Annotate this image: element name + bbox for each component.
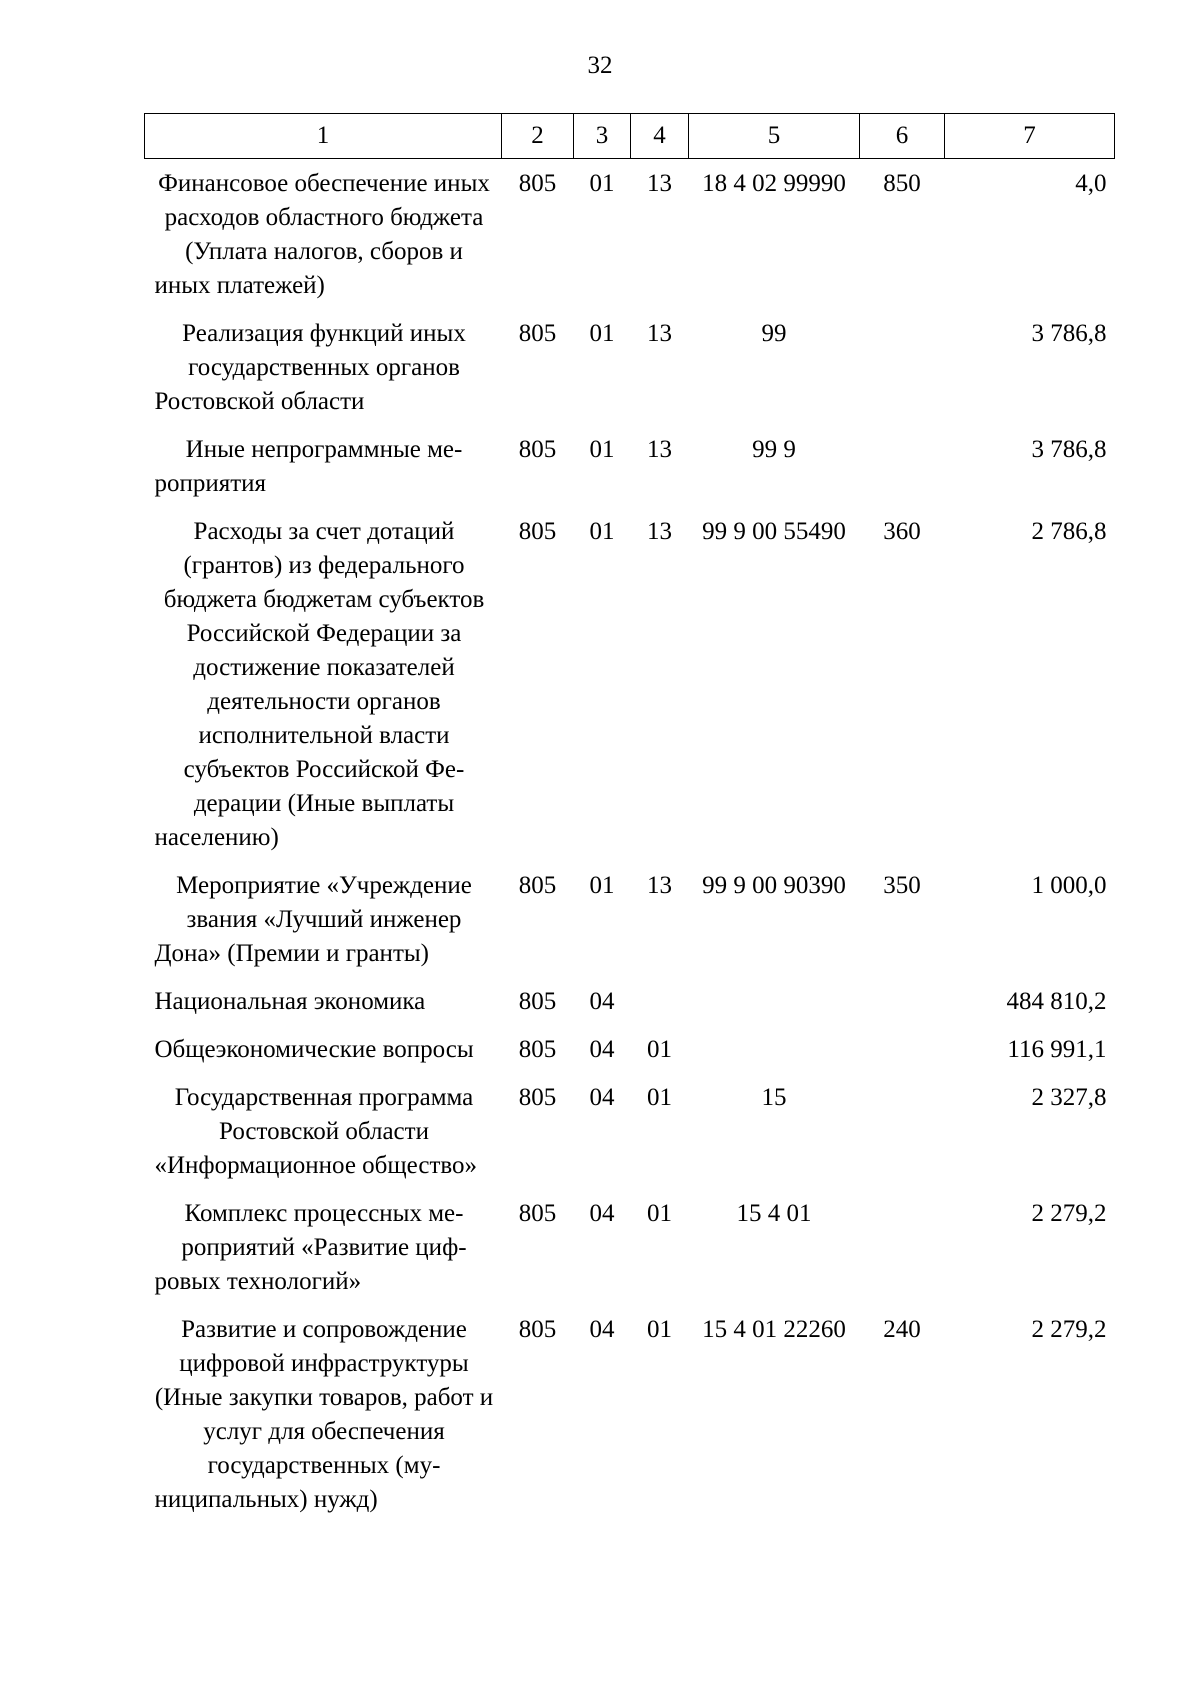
row-amount: 2 786,8 (1031, 518, 1107, 545)
table-row (145, 419, 1115, 501)
row-section-code: 01 (589, 320, 615, 347)
row-subsection-code: 01 (647, 1084, 672, 1111)
row-target-article: 99 9 (752, 436, 796, 463)
row-name: Финансовое обеспечение иных расходов областного бюджета (Уплата налогов, сборов и иных платежей) (154, 170, 490, 299)
table-row (145, 303, 1115, 419)
header-col-3: 3 (574, 114, 631, 159)
row-target-article: 99 (761, 320, 787, 347)
row-subsection-code: 01 (647, 1036, 672, 1063)
row-expense-type (860, 1019, 945, 1067)
row-amount: 3 786,8 (1031, 436, 1107, 463)
row-expense-type (860, 303, 945, 419)
row-expense-type (860, 419, 945, 501)
row-expense-type (860, 1183, 945, 1299)
header-col-7: 7 (945, 114, 1115, 159)
budget-table (144, 113, 1115, 1517)
table-row (145, 1019, 1115, 1067)
row-name: Государственная программа Ростовской области «Информационное общество» (154, 1084, 478, 1179)
row-expense-type: 850 (883, 170, 921, 197)
row-ministry-code: 805 (518, 436, 557, 463)
row-expense-type (860, 1067, 945, 1183)
row-name: Комплекс процессных мероприятий «Развитие цифровых технологий» (154, 1200, 467, 1295)
row-target-article: 99 9 00 90390 (702, 872, 846, 899)
row-subsection-code: 01 (647, 1316, 672, 1343)
header-col-2: 2 (502, 114, 574, 159)
row-section-code: 04 (589, 1036, 615, 1063)
row-amount: 2 279,2 (1031, 1316, 1107, 1343)
row-subsection-code: 13 (647, 436, 672, 463)
table-row (145, 501, 1115, 855)
row-section-code: 04 (589, 1084, 615, 1111)
row-ministry-code: 805 (518, 170, 557, 197)
row-ministry-code: 805 (518, 518, 557, 545)
row-section-code: 04 (589, 1200, 615, 1227)
row-name: Расходы за счет дотаций (грантов) из федерального бюджета бюджетам субъектов Российской Федерации за достижение показателей деятельности органов исполнительной власти субъектов Российской Федерации (Иные выплаты населению) (154, 518, 485, 851)
row-subsection-code: 13 (647, 518, 672, 545)
row-name: Общеэкономические вопросы (154, 1036, 474, 1063)
row-target-article: 15 (761, 1084, 787, 1111)
table-row (145, 855, 1115, 971)
row-section-code: 04 (589, 1316, 615, 1343)
row-expense-type (860, 971, 945, 1019)
row-ministry-code: 805 (518, 1084, 557, 1111)
page-number: 32 (587, 52, 613, 79)
row-amount: 3 786,8 (1031, 320, 1107, 347)
row-subsection-code: 13 (647, 170, 672, 197)
row-expense-type: 360 (883, 518, 921, 545)
header-col-5: 5 (689, 114, 860, 159)
row-target-article (689, 971, 860, 1019)
row-ministry-code: 805 (518, 1200, 557, 1227)
table-row (145, 159, 1115, 304)
table-row (145, 1067, 1115, 1183)
header-row (145, 114, 1115, 159)
row-subsection-code: 13 (647, 320, 672, 347)
row-subsection-code: 13 (647, 872, 672, 899)
row-ministry-code: 805 (518, 1316, 557, 1343)
row-section-code: 01 (589, 518, 615, 545)
row-amount: 1 000,0 (1031, 872, 1107, 899)
row-amount: 4,0 (1075, 170, 1107, 197)
row-name: Иные непрограммные мероприятия (154, 436, 463, 497)
table-body (145, 159, 1115, 1518)
row-target-article: 99 9 00 55490 (702, 518, 846, 545)
row-subsection-code: 01 (647, 1200, 672, 1227)
row-amount: 484 810,2 (1006, 988, 1107, 1015)
row-section-code: 04 (589, 988, 615, 1015)
row-ministry-code: 805 (518, 988, 557, 1015)
row-target-article: 18 4 02 99990 (702, 170, 846, 197)
row-ministry-code: 805 (518, 1036, 557, 1063)
row-amount: 2 279,2 (1031, 1200, 1107, 1227)
row-ministry-code: 805 (518, 872, 557, 899)
row-name: Развитие и сопровождение цифровой инфраструктуры (Иные закупки товаров, работ и услуг для обеспечения государственных (муниципальных) нужд) (154, 1316, 494, 1513)
row-section-code: 01 (589, 872, 615, 899)
table-row (145, 971, 1115, 1019)
row-name: Национальная экономика (154, 988, 426, 1015)
row-section-code: 01 (589, 170, 615, 197)
row-expense-type: 350 (883, 872, 921, 899)
table-row (145, 1299, 1115, 1517)
row-subsection-code (631, 971, 689, 1019)
header-col-1: 1 (145, 114, 502, 159)
row-target-article: 15 4 01 22260 (702, 1316, 846, 1343)
row-target-article: 15 4 01 (736, 1200, 812, 1227)
table-header (145, 114, 1115, 159)
row-amount: 116 991,1 (1007, 1036, 1107, 1063)
row-name: Мероприятие «Учреждение звания «Лучший инженер Дона» (Премии и гранты) (154, 872, 472, 967)
row-amount: 2 327,8 (1031, 1084, 1107, 1111)
row-expense-type: 240 (883, 1316, 921, 1343)
row-target-article (689, 1019, 860, 1067)
row-section-code: 01 (589, 436, 615, 463)
table-row (145, 1183, 1115, 1299)
header-col-6: 6 (860, 114, 945, 159)
header-col-4: 4 (631, 114, 689, 159)
row-name: Реализация функций иных государственных органов Ростовской области (154, 320, 466, 415)
row-ministry-code: 805 (518, 320, 557, 347)
